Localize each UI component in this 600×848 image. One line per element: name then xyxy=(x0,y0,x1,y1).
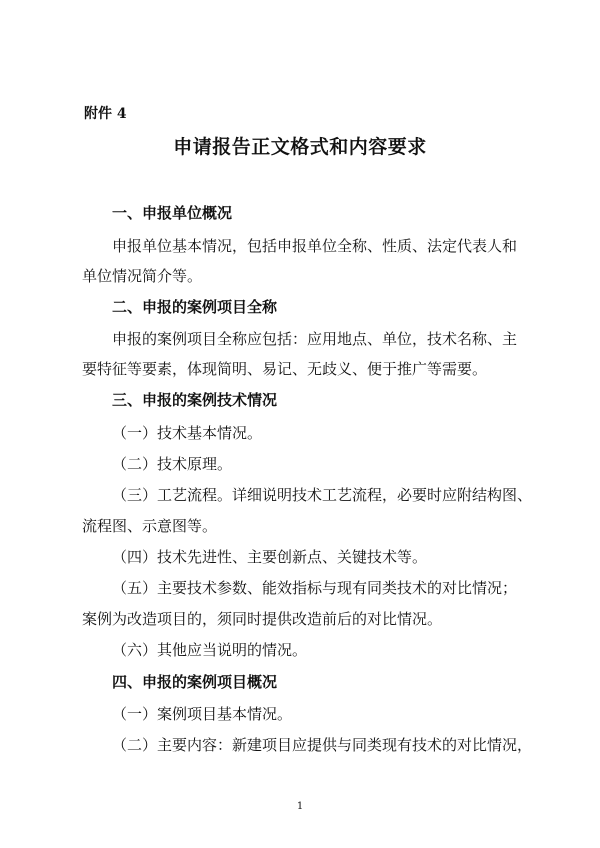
paragraph-line: 申报的案例项目全称应包括：应用地点、单位，技术名称、主 xyxy=(112,330,518,348)
list-item-continuation: 案例为改造项目的，须同时提供改造前后的对比情况。 xyxy=(82,610,443,628)
list-item: （一）技术基本情况。 xyxy=(112,424,263,442)
list-item-continuation: 流程图、示意图等。 xyxy=(82,517,218,535)
list-item: （二）技术原理。 xyxy=(112,455,233,473)
paragraph-line: 申报单位基本情况，包括申报单位全称、性质、法定代表人和 xyxy=(112,237,518,255)
section-heading-4: 四、申报的案例项目概况 xyxy=(112,673,278,691)
list-item: （六）其他应当说明的情况。 xyxy=(112,641,308,659)
list-item: （四）技术先进性、主要创新点、关键技术等。 xyxy=(112,548,428,566)
list-item: （二）主要内容：新建项目应提供与同类现有技术的对比情况， xyxy=(112,736,533,754)
section-heading-3: 三、申报的案例技术情况 xyxy=(112,391,278,409)
document-title: 申请报告正文格式和内容要求 xyxy=(173,136,427,158)
section-heading-2: 二、申报的案例项目全称 xyxy=(112,298,278,316)
attachment-label: 附件 4 xyxy=(84,106,127,122)
page-number: 1 xyxy=(296,801,304,812)
paragraph-line: 单位情况简介等。 xyxy=(82,267,203,285)
paragraph-line: 要特征等要素，体现简明、易记、无歧义、便于推广等需要。 xyxy=(82,360,488,378)
section-heading-1: 一、申报单位概况 xyxy=(112,204,233,222)
list-item: （三）工艺流程。详细说明技术工艺流程，必要时应附结构图、 xyxy=(112,486,533,504)
list-item: （五）主要技术参数、能效指标与现有同类技术的对比情况； xyxy=(112,579,518,597)
list-item: （一）案例项目基本情况。 xyxy=(112,705,293,723)
